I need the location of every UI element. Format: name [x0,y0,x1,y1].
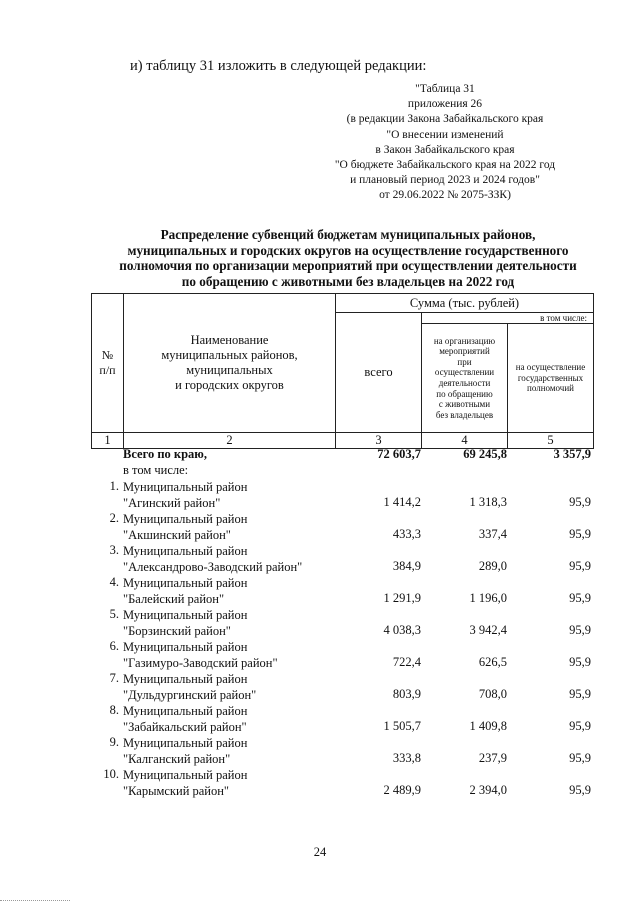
title-line: по обращению с животными без владельцев на 2022 год [181,273,515,289]
heading-line: "О бюджете Забайкальского края на 2022 год [334,159,556,172]
row-state: 95,9 [569,527,591,541]
row-name [123,479,247,511]
table-row [91,607,593,639]
row-org: 1 318,3 [469,495,507,509]
row-total: 1 291,9 [383,591,421,605]
row-number: 4. [109,575,119,589]
row-org: 3 942,4 [469,623,507,637]
row-number: 5. [109,607,119,621]
page-number: 24 [313,845,327,859]
row-total: 433,3 [392,527,421,541]
row-name-line1: Муниципальный район [123,736,248,750]
row-state: 95,9 [569,591,591,605]
row-org: 2 394,0 [469,783,507,797]
table-header [91,293,594,449]
table-row [91,671,593,703]
row-name-line1: Муниципальный район [123,544,248,558]
table-row [91,511,593,543]
title-line: муниципальных и городских округов на осуществление государственного [127,242,569,258]
row-name-line2: "Калганский район" [123,752,231,766]
header-org-line: мероприятий [439,346,490,357]
table-row [91,767,593,799]
row-name-line1: Муниципальный район [123,480,248,494]
row-org: 289,0 [478,559,507,573]
header-org [422,324,508,433]
row-name-line2: "Дульдургинский район" [123,688,257,702]
row-name [123,767,247,799]
row-name [123,703,247,735]
header-total: всего [336,313,422,433]
row-total: 1 414,2 [383,495,421,509]
header-org-line: на организацию [433,335,496,346]
header-including: в том числе: [422,313,594,324]
header-org-line: при [457,356,472,367]
heading-line: "О внесении изменений [386,128,504,141]
row-number: 1. [109,479,119,493]
total-row [91,447,593,463]
header-org-line: осуществлении [434,367,495,378]
heading-line: "Таблица 31 [415,83,475,95]
document-title [88,227,608,289]
row-name-line1: Муниципальный район [123,704,248,718]
heading-line: от 29.06.2022 № 2075-ЗЗК) [379,189,511,202]
column-number: 3 [336,433,422,449]
row-name-line2: "Карымский район" [123,784,230,798]
row-org: 626,5 [478,655,507,669]
total-label: Всего по краю, [123,447,207,461]
row-org: 1 409,8 [469,719,507,733]
row-name-line2: "Александрово-Заводский район" [123,560,303,574]
row-org: 237,9 [478,751,507,765]
row-name-line1: Муниципальный район [123,672,248,686]
header-name-line: и городских округов [175,378,284,392]
footer-divider [0,900,70,901]
row-total: 2 489,9 [383,783,421,797]
table-row [91,639,593,671]
row-number: 7. [109,671,119,685]
row-name [123,607,247,639]
row-org: 708,0 [478,687,507,701]
heading-line: приложения 26 [407,98,483,111]
table-heading-right [300,82,590,204]
header-sum: Сумма (тыс. рублей) [336,294,594,313]
row-name-line1: Муниципальный район [123,608,248,622]
row-total: 803,9 [392,687,421,701]
header-name-line: Наименование [190,333,269,347]
table-row [91,703,593,735]
row-state: 95,9 [569,655,591,669]
header-org-line: с животными [438,399,491,410]
row-state: 95,9 [569,783,591,797]
column-number: 4 [422,433,508,449]
row-name [123,511,247,543]
row-name-line2: "Забайкальский район" [123,720,247,734]
row-state: 95,9 [569,495,591,509]
row-state: 95,9 [569,559,591,573]
row-name [123,671,256,703]
row-total: 1 505,7 [383,719,421,733]
row-state: 95,9 [569,751,591,765]
row-name-line2: "Балейский район" [123,592,225,606]
intro-text: и) таблицу 31 изложить в следующей редакции: [130,58,427,74]
table-row [91,575,593,607]
header-org-line: по обращению [436,388,493,399]
total-value: 72 603,7 [377,447,421,461]
column-number: 5 [508,433,594,449]
total-state-value: 3 357,9 [553,447,591,461]
row-name-line2: "Акшинский район" [123,528,231,542]
row-name [123,639,278,671]
table-row [91,543,593,575]
header-name-line: муниципальных [186,363,273,377]
title-line: полномочия по организации мероприятий при осуществлении деятельности [119,258,577,274]
row-total: 4 038,3 [383,623,421,637]
heading-line: и плановый период 2023 и 2024 годов" [350,174,540,187]
row-name-line1: Муниципальный район [123,640,248,654]
row-name [123,543,302,575]
row-name-line2: "Борзинский район" [123,624,231,638]
header-state [508,324,594,433]
row-number: 10. [103,767,119,781]
header-org-line: без владельцев [435,409,494,420]
table-row [91,479,593,511]
row-name [123,735,247,767]
row-number: 6. [109,639,119,653]
header-org-line: деятельности [438,378,491,388]
table-row [91,735,593,767]
column-number: 1 [92,433,124,449]
row-number: 2. [109,511,119,525]
column-number: 2 [124,433,336,449]
row-total: 722,4 [392,655,421,669]
row-name-line1: Муниципальный район [123,768,248,782]
header-state-line: государственных [517,372,584,383]
header-state-line: на осуществление [515,362,586,373]
row-total: 333,8 [392,751,421,765]
heading-line: в Закон Забайкальского края [375,143,515,156]
header-num: № п/п [92,294,124,433]
row-name-line2: "Агинский район" [123,496,221,510]
header-name-line: муниципальных районов, [161,348,298,362]
row-state: 95,9 [569,719,591,733]
header-state-line: полномочий [527,383,574,394]
row-total: 384,9 [392,559,421,573]
row-number: 3. [109,543,119,557]
total-org-value: 69 245,8 [463,447,507,461]
row-name-line2: "Газимуро-Заводский район" [123,656,278,670]
row-number: 8. [109,703,119,717]
including-label: в том числе: [123,463,189,477]
row-org: 337,4 [478,527,507,541]
row-name-line1: Муниципальный район [123,512,248,526]
heading-line: (в редакции Закона Забайкальского края [346,113,544,126]
row-state: 95,9 [569,623,591,637]
title-line: Распределение субвенций бюджетам муниципальных районов, [160,227,536,242]
row-name-line1: Муниципальный район [123,576,248,590]
row-name [123,575,247,607]
header-name [124,294,336,433]
row-org: 1 196,0 [469,591,507,605]
row-number: 9. [109,735,119,749]
row-state: 95,9 [569,687,591,701]
